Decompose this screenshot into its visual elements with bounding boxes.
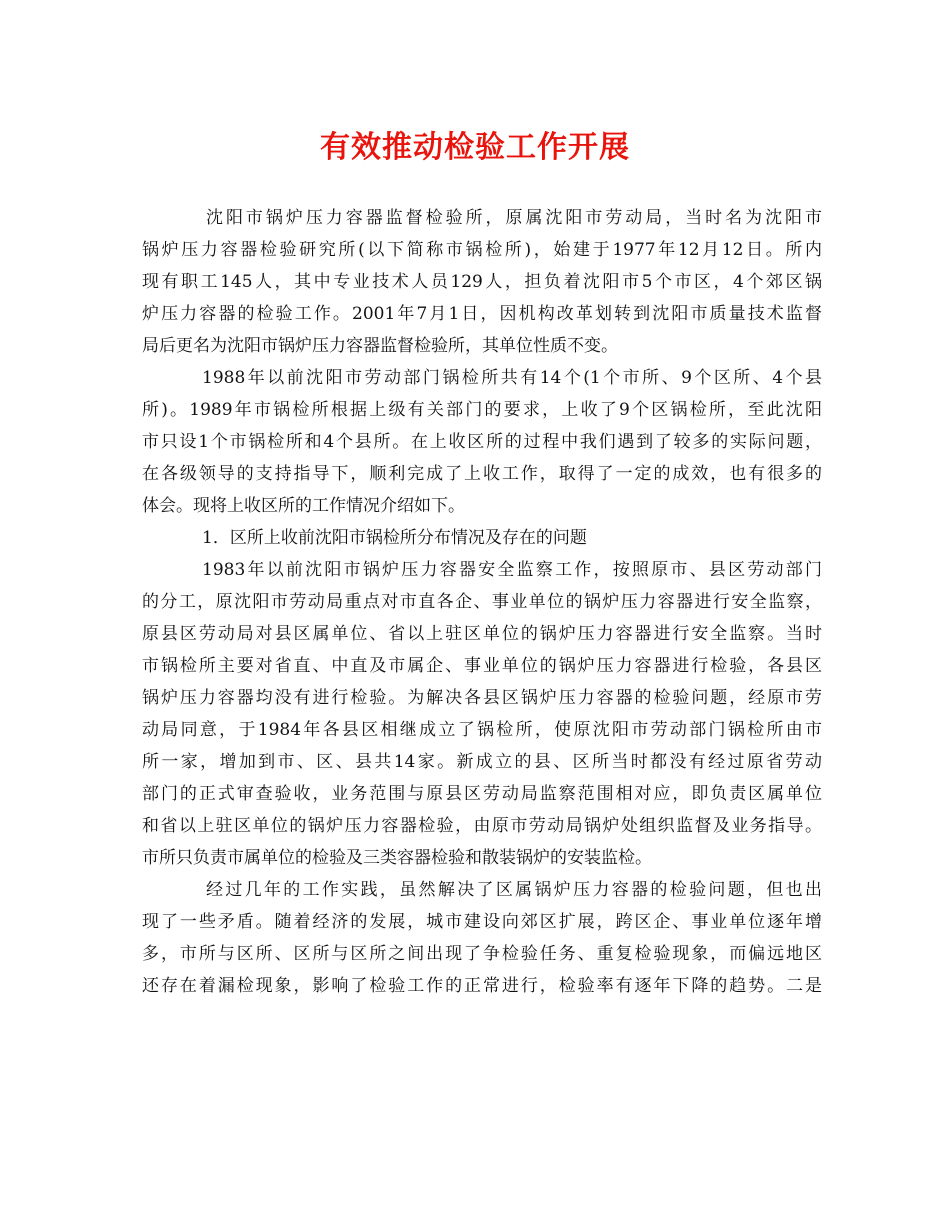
paragraph-5	[142, 874, 822, 1002]
text-line: 锅炉压力容器检验研究所(以下简称市锅检所)，始建于1977年12月12日。所内	[142, 240, 822, 260]
text-line: 多，市所与区所、区所与区所之间出现了争检验任务、重复检验现象，而偏远地区	[142, 944, 822, 964]
text-line: 市所只负责市属单位的检验及三类容器检验和散装锅炉的安装监检。	[142, 848, 652, 868]
paragraph-1	[142, 202, 822, 362]
text-line: 市只设1个市锅检所和4个县所。在上收区所的过程中我们遇到了较多的实际问题，	[142, 432, 822, 452]
text-line: 所)。1989年市锅检所根据上级有关部门的要求，上收了9个区锅检所，至此沈阳	[142, 400, 822, 420]
document-title: 有效推动检验工作开展	[320, 130, 630, 165]
text-line: 在各级领导的支持指导下，顺利完成了上收工作，取得了一定的成效，也有很多的	[142, 464, 822, 484]
text-line: 体会。现将上收区所的工作情况介绍如下。	[142, 496, 465, 516]
text-line: 的分工，原沈阳市劳动局重点对市直各企、事业单位的锅炉压力容器进行安全监察，	[142, 592, 822, 612]
text-line: 锅炉压力容器均没有进行检验。为解决各县区锅炉压力容器的检验问题，经原市劳	[142, 688, 822, 708]
text-line: 部门的正式审查验收，业务范围与原县区劳动局监察范围相对应，即负责区属单位	[142, 784, 822, 804]
text-line: 经过几年的工作实践，虽然解决了区属锅炉压力容器的检验问题，但也出	[206, 880, 822, 900]
text-line: 动局同意，于1984年各县区相继成立了锅检所，使原沈阳市劳动部门锅检所由市	[142, 720, 822, 740]
text-line: 市锅检所主要对省直、中直及市属企、事业单位的锅炉压力容器进行检验，各县区	[142, 656, 822, 676]
paragraph-2	[142, 362, 822, 522]
paragraph-4	[142, 554, 822, 874]
text-line: 1988年以前沈阳市劳动部门锅检所共有14个(1个市所、9个区所、4个县	[202, 368, 822, 388]
text-line: 沈阳市锅炉压力容器监督检验所，原属沈阳市劳动局，当时名为沈阳市	[206, 208, 822, 228]
section-heading	[142, 522, 822, 554]
text-line: 1．区所上收前沈阳市锅检所分布情况及存在的问题	[202, 528, 587, 548]
text-line: 原县区劳动局对县区属单位、省以上驻区单位的锅炉压力容器进行安全监察。当时	[142, 624, 822, 644]
text-line: 所一家，增加到市、区、县共14家。新成立的县、区所当时都没有经过原省劳动	[142, 752, 822, 772]
text-line: 和省以上驻区单位的锅炉压力容器检验，由原市劳动局锅炉处组织监督及业务指导。	[142, 816, 822, 836]
text-line: 1983年以前沈阳市锅炉压力容器安全监察工作，按照原市、县区劳动部门	[202, 560, 822, 580]
text-line: 现有职工145人，其中专业技术人员129人，担负着沈阳市5个市区，4个郊区锅	[142, 272, 822, 292]
text-line: 现了一些矛盾。随着经济的发展，城市建设向郊区扩展，跨区企、事业单位逐年增	[142, 912, 822, 932]
text-line: 还存在着漏检现象，影响了检验工作的正常进行，检验率有逐年下降的趋势。二是	[142, 976, 822, 996]
document-body	[142, 202, 822, 1002]
text-line: 局后更名为沈阳市锅炉压力容器监督检验所，其单位性质不变。	[142, 336, 618, 356]
text-line: 炉压力容器的检验工作。2001年7月1日，因机构改革划转到沈阳市质量技术监督	[142, 304, 822, 324]
